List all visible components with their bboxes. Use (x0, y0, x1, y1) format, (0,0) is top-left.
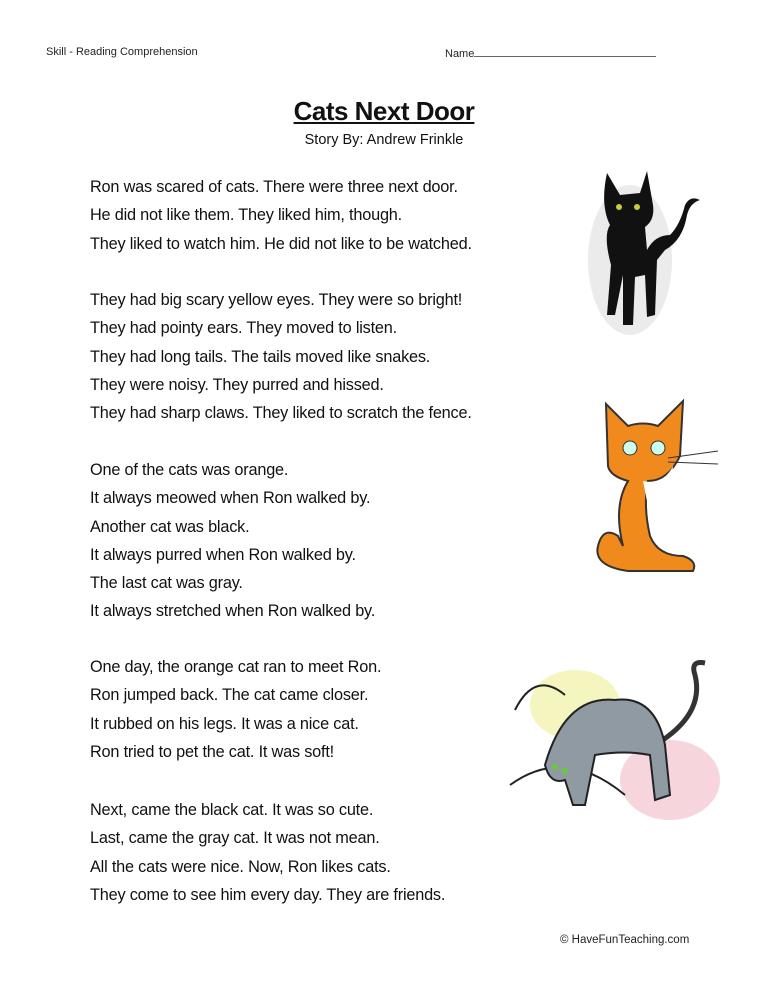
story-line: It always purred when Ron walked by. (90, 545, 356, 564)
byline: Story By: Andrew Frinkle (304, 132, 464, 148)
paragraph-4 (90, 653, 381, 766)
copyright-footer: © HaveFunTeaching.com (560, 934, 690, 946)
paragraph-5 (90, 796, 445, 909)
story-line: Ron tried to pet the cat. It was soft! (90, 742, 334, 761)
story-line: Ron jumped back. The cat came closer. (90, 686, 369, 705)
story-line: They had pointy ears. They moved to listen. (90, 319, 397, 338)
story-line: All the cats were nice. Now, Ron likes cats. (90, 857, 391, 876)
story-line: One day, the orange cat ran to meet Ron. (90, 658, 382, 676)
story-line: They liked to watch him. He did not like to be watched. (90, 234, 472, 253)
skill-label: Skill - Reading Comprehension (46, 46, 198, 58)
story-line: Last, came the gray cat. It was not mean. (90, 829, 380, 848)
paragraph-3 (90, 456, 375, 626)
black-cat-image (585, 165, 710, 340)
name-field (445, 46, 656, 60)
story-line: They had big scary yellow eyes. They were so bright! (90, 291, 463, 309)
story-line: It always stretched when Ron walked by. (90, 602, 376, 621)
story-line: They were noisy. They purred and hissed. (90, 375, 384, 394)
orange-cat-image (588, 396, 723, 578)
story-line: They had long tails. The tails moved like snakes. (90, 347, 431, 366)
story-line: It rubbed on his legs. It was a nice cat. (90, 714, 359, 733)
story-line: One of the cats was orange. (90, 461, 289, 479)
story-line: They come to see him every day. They are friends. (90, 885, 446, 904)
paragraph-2 (90, 286, 472, 427)
story-line: The last cat was gray. (90, 574, 243, 593)
paragraph-1 (90, 173, 472, 258)
story-line: Ron was scared of cats. There were three next door. (90, 178, 458, 196)
name-label: Name (445, 48, 475, 60)
story-line: Next, came the black cat. It was so cute. (90, 801, 374, 819)
story-line: He did not like them. They liked him, though. (90, 206, 402, 225)
story-line: It always meowed when Ron walked by. (90, 489, 371, 508)
story-line: They had sharp claws. They liked to scratch the fence. (90, 404, 472, 423)
story-line: Another cat was black. (90, 517, 250, 536)
page-title: Cats Next Door (293, 96, 475, 126)
name-blank-line (474, 46, 656, 57)
gray-cat-image (505, 655, 730, 830)
